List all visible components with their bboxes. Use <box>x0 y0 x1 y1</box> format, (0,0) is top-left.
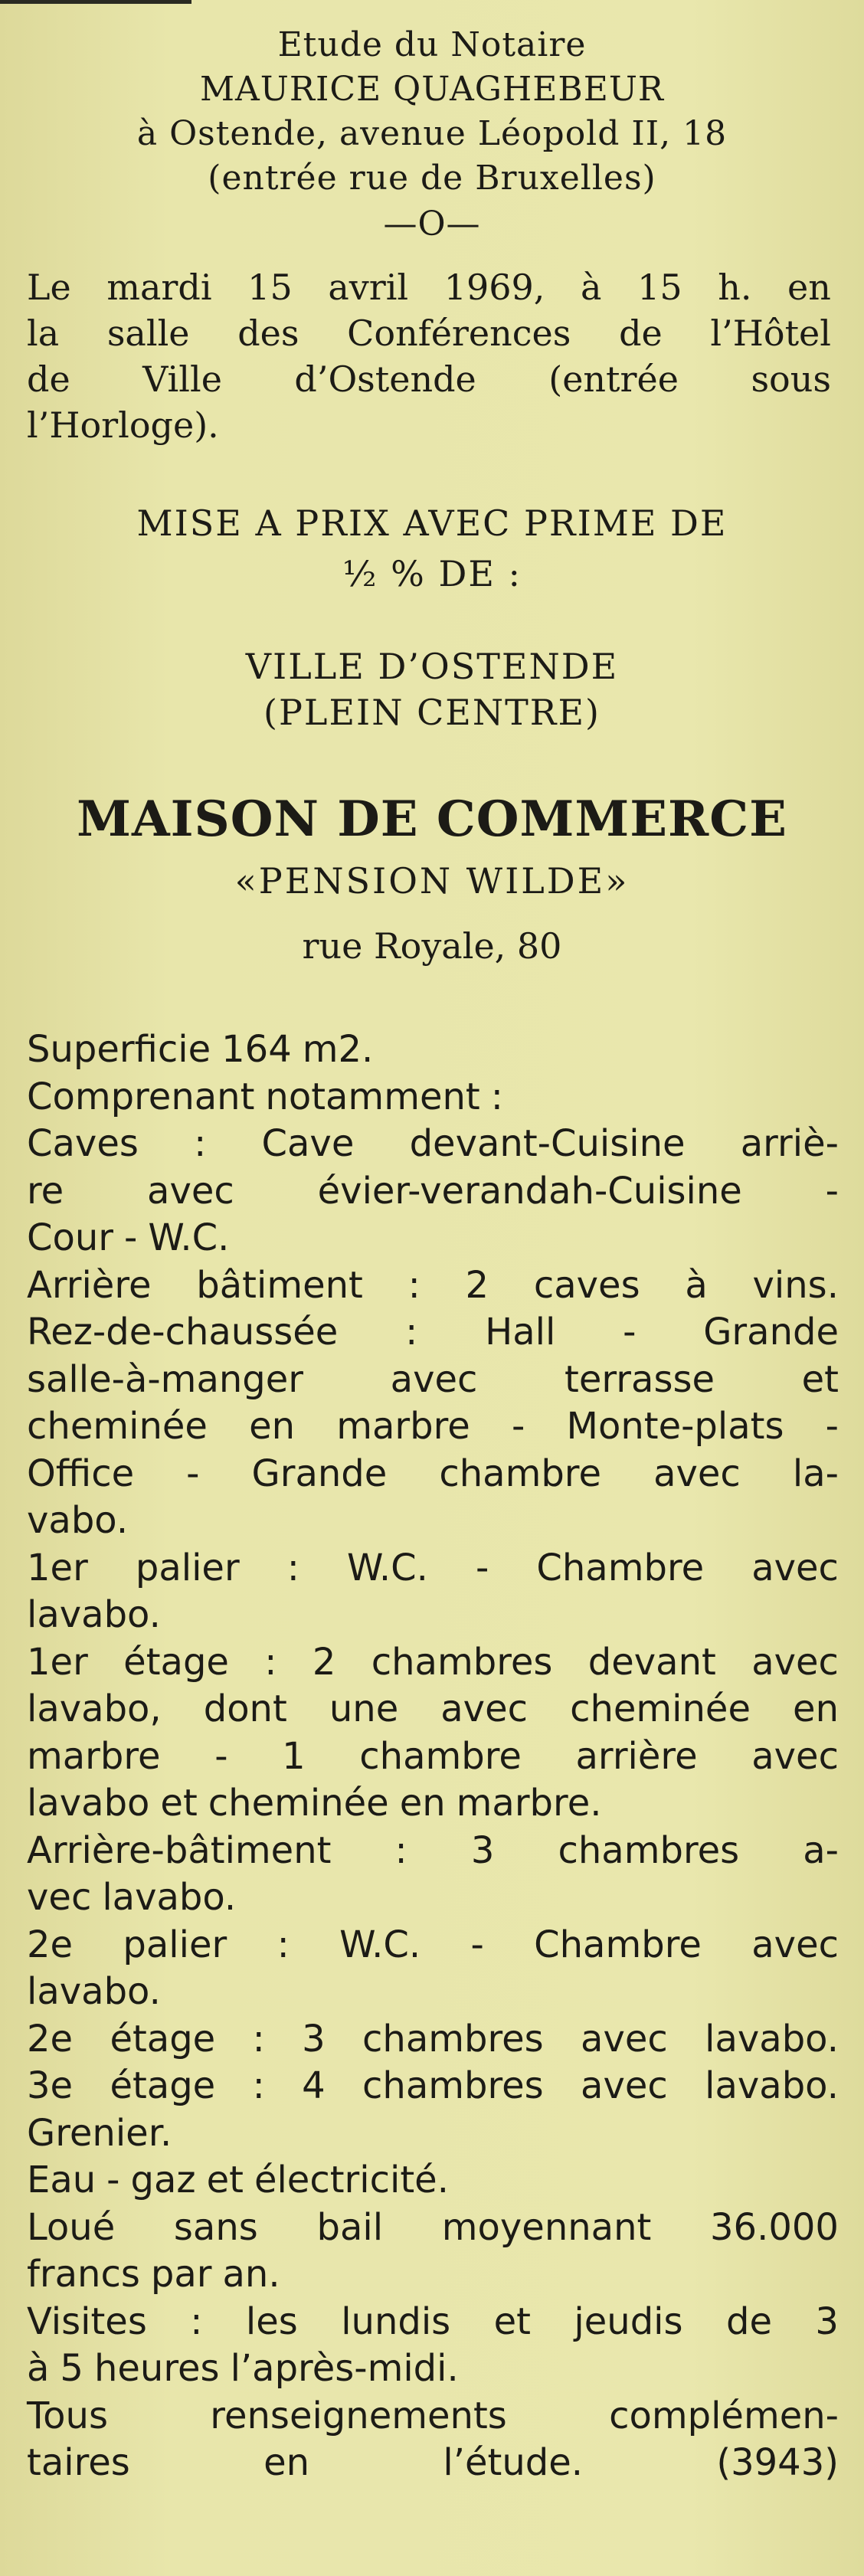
description-word: étage <box>110 2064 216 2107</box>
description-word: moyennant <box>441 2205 652 2249</box>
description-word: Grande <box>251 1452 388 1495</box>
description-word: Tous <box>27 2394 108 2437</box>
description-word: - <box>825 1405 839 1448</box>
description-line <box>27 2110 839 2158</box>
description-word: l’après-midi. <box>230 2347 459 2390</box>
description-word: avec <box>147 1169 234 1213</box>
description-word: 1er <box>27 1546 88 1589</box>
intro-word: à <box>581 267 602 308</box>
description-word: 2 <box>312 1640 336 1684</box>
description-line <box>27 1262 839 1310</box>
description-line <box>27 1451 839 1498</box>
intro-line <box>27 264 831 310</box>
description-word: complémen- <box>609 2394 839 2437</box>
description-word: renseignements <box>210 2394 507 2437</box>
intro-word: des <box>237 313 299 354</box>
description-line <box>27 2016 839 2064</box>
description-word: : <box>252 2017 265 2060</box>
description-word: et <box>493 2299 531 2343</box>
description-word: - <box>825 1169 839 1213</box>
description-word: les <box>245 2299 298 2343</box>
description-word: a- <box>803 1828 839 1872</box>
description-word: avec <box>581 2017 668 2060</box>
description-word: - <box>106 2159 120 2201</box>
description-word: : <box>252 2064 265 2107</box>
description-line <box>27 2251 839 2299</box>
description-line <box>27 1780 839 1828</box>
intro-word: Le <box>27 267 71 308</box>
description-word: : <box>286 1546 299 1589</box>
intro-line <box>27 310 831 356</box>
sale-date-paragraph <box>27 264 831 448</box>
description-word: la- <box>792 1452 839 1495</box>
description-line <box>27 2299 839 2346</box>
description-word: vins. <box>752 1263 839 1307</box>
description-word: devant-Cuisine <box>409 1122 686 1165</box>
intro-word: sous <box>751 358 831 400</box>
description-word: dont <box>203 1687 287 1730</box>
description-word: par <box>150 2253 212 2296</box>
description-word: une <box>329 1687 399 1730</box>
intro-word: en <box>787 267 831 308</box>
description-word: Chambre <box>534 1923 702 1966</box>
header-line-1: Etude du Notaire <box>277 25 587 64</box>
description-word: à <box>685 1263 708 1307</box>
description-word: chambre <box>359 1734 522 1778</box>
description-word: Arrière-bâtiment <box>27 1828 332 1872</box>
description-line <box>27 2204 839 2252</box>
description-word: 2 <box>465 1263 489 1307</box>
intro-word: l’Hôtel <box>710 313 831 354</box>
description-word: électricité. <box>254 2159 449 2201</box>
intro-word: (entrée <box>548 358 679 400</box>
description-word: - <box>475 1546 489 1589</box>
description-word: 4 <box>302 2064 326 2107</box>
description-word: à <box>27 2347 50 2390</box>
description-word: sans <box>173 2205 258 2249</box>
notary-entrance: (entrée rue de Bruxelles) <box>208 159 656 198</box>
description-word: avec <box>390 1357 478 1401</box>
property-title: MAISON DE COMMERCE <box>77 790 787 848</box>
location-city: VILLE D’OSTENDE <box>245 646 619 687</box>
description-line <box>27 1403 839 1451</box>
description-word: avec <box>751 1640 839 1684</box>
description-word: - <box>470 1923 484 1966</box>
description-word: marbre. <box>456 1782 602 1825</box>
description-word: chambres <box>371 1640 553 1684</box>
description-word: 2e <box>27 1923 74 1966</box>
description-word: cheminée <box>208 1782 389 1825</box>
description-word: lavabo. <box>705 2017 839 2060</box>
description-line <box>27 1357 839 1404</box>
intro-word: de <box>619 313 663 354</box>
description-word: taires <box>27 2441 130 2484</box>
description-word: étage <box>110 2017 216 2060</box>
intro-line <box>27 356 831 402</box>
description-word: chambres <box>362 2017 544 2060</box>
description-word: W.C. <box>339 1923 421 1966</box>
description-word: Superficie <box>27 1028 211 1071</box>
notary-address: à Ostende, avenue Léopold II, 18 <box>136 114 728 153</box>
description-line <box>27 2157 839 2204</box>
description-word: notamment <box>265 1075 480 1118</box>
description-word: Grande <box>703 1311 839 1353</box>
description-word: de <box>725 2299 772 2343</box>
intro-word: 15 <box>637 267 682 308</box>
description-word: 2e <box>27 2017 74 2060</box>
description-word: Monte-plats <box>566 1405 784 1448</box>
description-word: bâtiment <box>196 1263 363 1307</box>
description-word: et <box>160 1782 198 1825</box>
description-word: Loué <box>27 2205 116 2249</box>
description-word: l’étude. <box>443 2441 584 2484</box>
description-word: Cour <box>27 1216 114 1259</box>
description-word: avec <box>751 1734 839 1778</box>
description-word: W.C. <box>346 1546 428 1589</box>
description-word: Eau <box>27 2159 97 2201</box>
description-word: avec <box>440 1687 529 1730</box>
property-description <box>27 1026 839 2487</box>
intro-word: d’Ostende <box>294 358 476 400</box>
ad-reference-code: (3943) <box>716 2441 839 2484</box>
description-word: vec <box>27 1876 92 1919</box>
description-word: et <box>801 1357 839 1401</box>
description-word: arriè- <box>740 1122 839 1165</box>
description-word: avec <box>581 2064 668 2107</box>
description-word: bail <box>316 2205 384 2249</box>
description-line <box>27 1733 839 1781</box>
description-word: vabo. <box>27 1499 129 1542</box>
description-word: an. <box>222 2253 280 2296</box>
description-word: marbre <box>27 1734 161 1778</box>
property-address: rue Royale, 80 <box>302 925 562 967</box>
description-word: avec <box>751 1546 839 1589</box>
intro-word: 1969, <box>443 267 545 308</box>
description-word: re <box>27 1169 64 1213</box>
description-word: Office <box>27 1452 135 1495</box>
description-word: : <box>277 1923 290 1966</box>
description-word: : <box>490 1075 503 1118</box>
intro-word: 15 <box>247 267 293 308</box>
description-word: en <box>399 1782 446 1825</box>
description-line <box>27 1545 839 1592</box>
description-word: heures <box>93 2347 220 2390</box>
description-word: 5 <box>60 2347 83 2390</box>
description-word: chambre <box>439 1452 602 1495</box>
description-word: étage <box>123 1640 229 1684</box>
description-word: chambres <box>362 2064 544 2107</box>
description-line <box>27 1828 839 1875</box>
description-word: devant <box>587 1640 716 1684</box>
description-word: lavabo. <box>27 1593 161 1636</box>
description-word: 36.000 <box>710 2205 839 2249</box>
description-line <box>27 1074 839 1121</box>
description-word: gaz <box>130 2159 196 2201</box>
description-line <box>27 1309 839 1357</box>
description-line <box>27 2063 839 2110</box>
description-word: - <box>214 1734 228 1778</box>
description-word: caves <box>533 1263 640 1307</box>
header-separator: —O— <box>383 205 481 244</box>
description-line <box>27 1497 839 1545</box>
description-word: jeudis <box>574 2299 683 2343</box>
description-word: - <box>124 1216 138 1259</box>
starting-price-heading <box>0 498 864 599</box>
intro-word: avril <box>328 267 409 308</box>
description-word: chambres <box>558 1828 740 1872</box>
description-word: - <box>186 1452 200 1495</box>
description-word: lavabo. <box>102 1876 237 1919</box>
description-word: Grenier. <box>27 2111 172 2155</box>
description-word: Caves <box>27 1122 139 1165</box>
notary-header <box>0 23 864 247</box>
intro-word: h. <box>718 267 752 308</box>
description-word: en <box>249 1405 296 1448</box>
description-word: - <box>623 1311 637 1353</box>
description-word: - <box>512 1405 525 1448</box>
description-word: avec <box>751 1923 839 1966</box>
description-word: francs <box>27 2253 140 2296</box>
description-line <box>27 1686 839 1733</box>
description-word: salle-à-manger <box>27 1357 304 1401</box>
description-word: Chambre <box>536 1546 705 1589</box>
description-word: 3 <box>302 2017 326 2060</box>
description-word: 3 <box>470 1828 495 1872</box>
description-word: et <box>206 2159 244 2201</box>
description-word: : <box>394 1828 407 1872</box>
description-word: cheminée <box>27 1405 208 1448</box>
notary-name: MAURICE QUAGHEBEUR <box>199 70 665 109</box>
description-line <box>27 1874 839 1922</box>
description-word: cheminée <box>570 1687 751 1730</box>
description-word: lavabo. <box>705 2064 839 2107</box>
description-word: palier <box>123 1923 227 1966</box>
description-word: avec <box>653 1452 741 1495</box>
description-line <box>27 1168 839 1216</box>
description-word: 1 <box>282 1734 306 1778</box>
description-word: 3 <box>815 2299 839 2343</box>
description-line <box>27 2393 839 2440</box>
description-line <box>27 1639 839 1687</box>
description-line <box>27 1121 839 1168</box>
description-word: Visites <box>27 2299 147 2343</box>
property-name: «PENSION WILDE» <box>234 860 630 902</box>
location-heading <box>0 643 864 735</box>
description-word: Rez-de-chaussée <box>27 1311 339 1353</box>
description-word: m2. <box>302 1028 374 1071</box>
description-line <box>27 1969 839 2016</box>
description-word: évier-verandah-Cuisine <box>317 1169 742 1213</box>
description-word: lavabo, <box>27 1687 162 1730</box>
description-word: marbre <box>336 1405 470 1448</box>
location-area: (PLEIN CENTRE) <box>263 692 601 733</box>
description-line <box>27 2440 839 2487</box>
description-word: W.C. <box>148 1216 230 1259</box>
description-word: lundis <box>341 2299 451 2343</box>
description-line <box>27 1215 839 1262</box>
description-word: : <box>407 1263 421 1307</box>
description-word: palier <box>135 1546 240 1589</box>
top-rule-divider <box>0 0 191 4</box>
description-word: terrasse <box>565 1357 715 1401</box>
intro-word: l’Horloge). <box>27 404 219 446</box>
description-word: : <box>405 1311 418 1353</box>
intro-word: mardi <box>106 267 212 308</box>
description-word: en <box>793 1687 839 1730</box>
description-line <box>27 1026 839 1074</box>
intro-word: salle <box>106 313 190 354</box>
description-word: lavabo <box>27 1782 150 1825</box>
intro-word: Conférences <box>347 313 571 354</box>
description-line <box>27 1922 839 1969</box>
description-word: Cave <box>261 1122 355 1165</box>
description-word: Comprenant <box>27 1075 255 1118</box>
description-word: : <box>264 1640 277 1684</box>
intro-word: de <box>27 358 70 400</box>
starting-price-line-2: ½ % DE : <box>342 553 522 594</box>
description-word: lavabo. <box>27 1970 161 2013</box>
starting-price-line-1: MISE A PRIX AVEC PRIME DE <box>136 502 728 544</box>
intro-line <box>27 402 831 448</box>
description-word: 3e <box>27 2064 74 2107</box>
intro-word: Ville <box>142 358 222 400</box>
description-word: 1er <box>27 1640 88 1684</box>
description-word: 164 <box>221 1028 292 1071</box>
description-line <box>27 2345 839 2393</box>
intro-word: la <box>27 313 60 354</box>
description-word: : <box>194 1122 207 1165</box>
description-word: en <box>263 2441 310 2484</box>
description-word: Arrière <box>27 1263 152 1307</box>
description-word: : <box>190 2299 203 2343</box>
description-word: arrière <box>575 1734 698 1778</box>
description-line <box>27 1592 839 1639</box>
description-word: Hall <box>485 1311 556 1353</box>
